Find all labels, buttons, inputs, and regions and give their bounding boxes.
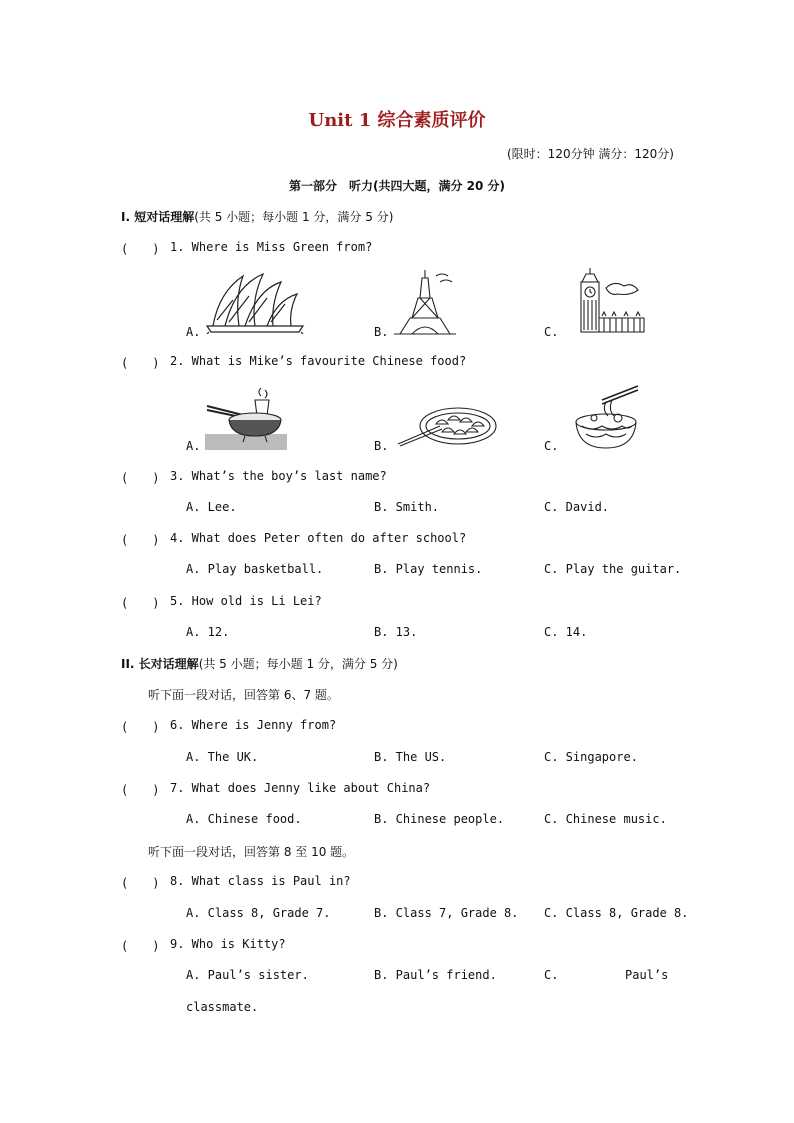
option-c[interactable]: C. Singapore. [544,750,638,764]
eiffel-tower-image[interactable] [392,268,458,336]
answer-blank[interactable]: ( ) [121,720,160,734]
option-c[interactable]: C. Chinese music. [544,812,667,826]
section-name: 长对话理解 [138,657,199,671]
option-b[interactable]: B. The US. [374,750,447,764]
option-c-text[interactable]: Paul’s [625,968,669,982]
dumplings-image[interactable] [396,402,500,448]
answer-blank[interactable]: ( ) [121,783,160,797]
section-heading-1 [121,208,393,225]
section-num: I. [121,210,135,224]
question-4: 4. What does Peter often do after school? [170,531,467,545]
option-c[interactable]: C. 14. [544,625,588,639]
option-b[interactable]: B. [374,325,389,339]
answer-blank[interactable]: ( ) [121,876,160,890]
answer-blank[interactable]: ( ) [121,356,160,370]
answer-blank[interactable]: ( ) [121,939,160,953]
option-b[interactable]: B. [374,439,389,453]
option-c[interactable]: C. Play the guitar. [544,562,682,576]
option-b[interactable]: B. Class 7, Grade 8. [374,906,519,920]
instruction-6-7: 听下面一段对话，回答第 6、7 题。 [148,688,339,702]
option-a[interactable]: A. The UK. [186,750,259,764]
option-a[interactable]: A. 12. [186,625,230,639]
option-b[interactable]: B. Chinese people. [374,812,505,826]
hot-pot-image[interactable] [205,386,287,450]
time-limit: (限时：120分钟 满分：120分) [507,147,674,161]
option-c[interactable]: C. [544,439,559,453]
question-5: 5. How old is Li Lei? [170,594,322,608]
question-7: 7. What does Jenny like about China? [170,781,431,795]
option-c-continued[interactable]: classmate. [186,1000,259,1014]
part-heading: 第一部分 听力(共四大题，满分 20 分) [288,179,506,193]
question-6: 6. Where is Jenny from? [170,718,337,732]
option-c[interactable]: C. Class 8, Grade 8. [544,906,689,920]
option-c[interactable]: C. [544,325,559,339]
option-a[interactable]: A. [186,439,201,453]
section-heading-2 [121,655,398,672]
option-b[interactable]: B. Paul’s friend. [374,968,497,982]
section-name: 短对话理解 [134,210,195,224]
option-a[interactable]: A. [186,325,201,339]
option-b[interactable]: B. Play tennis. [374,562,483,576]
sydney-opera-house-image[interactable] [205,270,305,334]
question-2: 2. What is Mike’s favourite Chinese food? [170,354,467,368]
instruction-8-10: 听下面一段对话，回答第 8 至 10 题。 [148,845,355,859]
option-c[interactable]: C. David. [544,500,610,514]
page-title: Unit 1 综合素质评价 [308,110,486,131]
option-a[interactable]: A. Chinese food. [186,812,302,826]
option-b[interactable]: B. Smith. [374,500,440,514]
big-ben-image[interactable] [566,266,646,336]
noodles-image[interactable] [572,382,642,452]
question-1: 1. Where is Miss Green from? [170,240,373,254]
option-a[interactable]: A. Lee. [186,500,237,514]
section-rest: (共 5 小题；每小题 1 分，满分 5 分) [194,210,394,224]
answer-blank[interactable]: ( ) [121,533,160,547]
section-rest: (共 5 小题；每小题 1 分，满分 5 分) [198,657,398,671]
option-a[interactable]: A. Class 8, Grade 7. [186,906,331,920]
question-9: 9. Who is Kitty? [170,937,286,951]
answer-blank[interactable]: ( ) [121,242,160,256]
question-3: 3. What’s the boy’s last name? [170,469,387,483]
question-8: 8. What class is Paul in? [170,874,351,888]
answer-blank[interactable]: ( ) [121,471,160,485]
option-a[interactable]: A. Play basketball. [186,562,324,576]
answer-blank[interactable]: ( ) [121,596,160,610]
option-a[interactable]: A. Paul’s sister. [186,968,309,982]
option-b[interactable]: B. 13. [374,625,418,639]
section-num: II. [121,657,139,671]
option-c[interactable]: C. [544,968,559,982]
